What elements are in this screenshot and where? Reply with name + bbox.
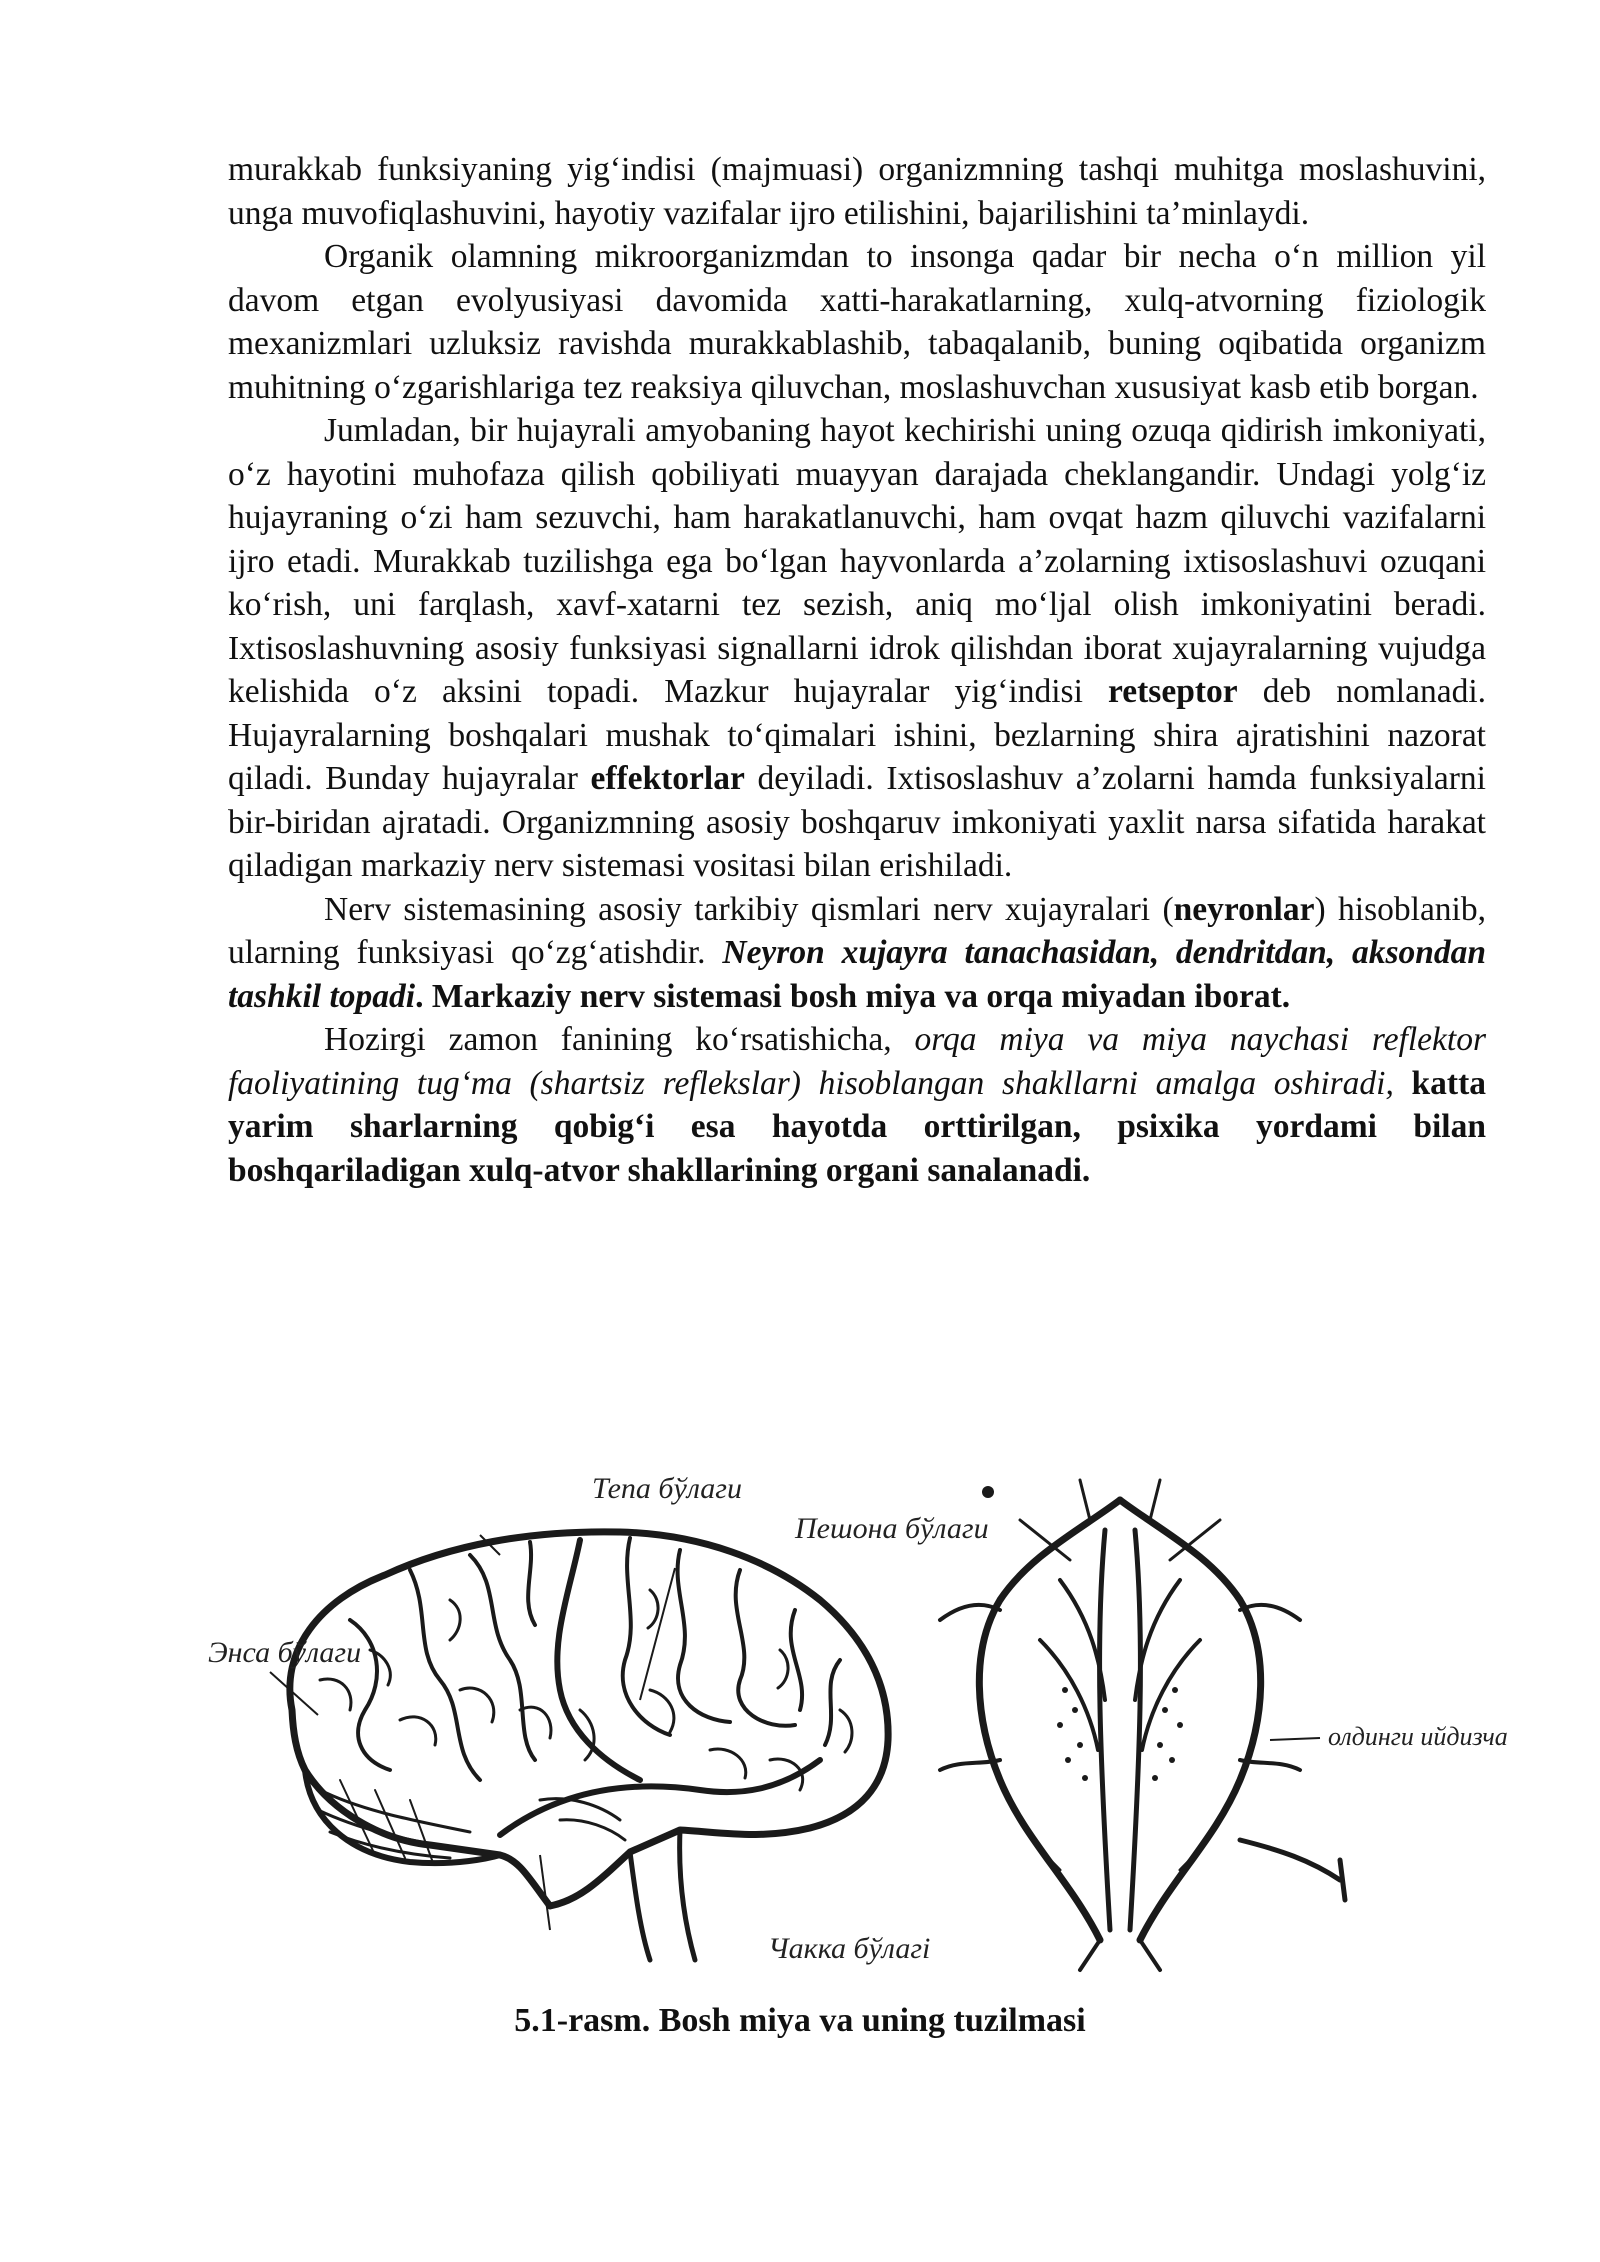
cns-definition: . Markaziy nerv sistemasi bosh miya va orqa miyadan iborat. [415, 977, 1291, 1015]
paragraph-4-text-b: ) hisoblanib, ularning funksiyasi qo‘zg‘atishdir. [228, 890, 1486, 971]
leader-anterior [1270, 1738, 1320, 1740]
term-effektorlar: effektorlar [590, 760, 745, 797]
paragraph-3-text-a: Jumladan, bir hujayrali amyobaning hayot kechirishi uning ozuqa qidirish imkoniyati, o‘z hayotini muhofaza qilish qobiliyati muayyan darajada cheklangandir. Undagi yolg‘iz hujayraning o‘zi ham sezuvchi, ham harakatlanuvchi, ham ovqat hazm qiluvchi vazifalarni ijro etadi. Murakkab tuzilishga ega bo‘lgan hayvonlarda a’zolarning ixtisoslashuvi ozuqani ko‘rish, uni farqlash, xavf-xatarni tez sezish, aniq mo‘ljal olish imkoniyatini beradi. Ixtisoslashuvning asosiy funksiyasi signallarni idrok qilishdan iborat xujayralarning vujudga kelishida o‘z aksini topadi. Mazkur hujayralar yig‘indisi [228, 412, 1486, 710]
paragraph-4-text-a: Nerv sistemasining asosiy tarkibiy qismlari nerv xujayralari ( [324, 890, 1174, 928]
paragraph-5-italic: orqa miya va miya naychasi reflektor faoliyatining tug‘ma (shartsiz reflekslar) hisoblangan shakllarni amalga oshiradi, [228, 1021, 1487, 1102]
paragraph-3-text-b: deb nomlanadi. Hujayralarning boshqalari mushak to‘qimalari ishini, bezlarning shira ajratishini nazorat qiladi. Bunday hujayralar [228, 673, 1486, 797]
label-frontal-lobe: Пешона бўлаги [795, 1512, 989, 1545]
paragraph-5-text-a: Hozirgi zamon fanining ko‘rsatishicha, [324, 1021, 892, 1058]
paragraph-5 [228, 1018, 1486, 1192]
paragraph-4 [228, 888, 1486, 1019]
document-body [228, 148, 1486, 1192]
paragraph-5-bold: katta yarim sharlarning qobig‘i esa hayotda orttirilgan, psixika yordami bilan boshqariladigan xulq-atvor shakllarining organi sanalanadi. [228, 1064, 1486, 1189]
brain-lateral-view [290, 1532, 888, 1960]
figure-caption: 5.1-rasm. Bosh miya va uning tuzilmasi [514, 2002, 1086, 2039]
label-anterior-root: олдинги ийдизча [1328, 1722, 1508, 1751]
leader-frontal [640, 1568, 675, 1700]
leader-lines [270, 1535, 1320, 1930]
neuron-definition: Neyron xujayra tanachasidan, dendritdan, aksondan tashkil topadi [228, 934, 1486, 1015]
term-neyronlar: neyronlar [1173, 890, 1315, 928]
label-temporal-lobe: Чакка бўлагі [768, 1932, 931, 1965]
ink-dot [982, 1486, 994, 1498]
section-dots [1057, 1687, 1183, 1781]
label-occipital-lobe: Энса бўлаги [208, 1636, 362, 1669]
brain-section-view [940, 1480, 1345, 1970]
paragraph-1: murakkab funksiyaning yig‘indisi (majmuasi) organizmning tashqi muhitga moslashuvini, unga muvofiqlashuvini, hayotiy vazifalar ijro etilishini, bajarilishini ta’minlaydi. [228, 151, 1486, 232]
brain-figure [200, 1460, 1520, 1980]
label-parietal-lobe: Тепа бўлаги [592, 1472, 742, 1505]
term-retseptor: retseptor [1108, 673, 1238, 710]
paragraph-3 [228, 409, 1486, 888]
paragraph-2: Organik olamning mikroorganizmdan to insonga qadar bir necha o‘n million yil davom etgan evolyusiyasi davomida xatti-harakatlarning, xulq-atvorning fiziologik mexanizmlari uzluksiz ravishda murakkablashib, tabaqalanib, buning oqibatida organizm muhitning o‘zgarishlariga tez reaksiya qiluvchan, moslashuvchan xususiyat kasb etib borgan. [228, 238, 1486, 406]
paragraph-3-text-c: deyiladi. Ixtisoslashuv a’zolarni hamda funksiyalarni bir-biridan ajratadi. Organizmning asosiy boshqaruv imkoniyati yaxlit narsa sifatida harakat qiladigan markaziy nerv sistemasi vositasi bilan erishiladi. [228, 760, 1486, 884]
